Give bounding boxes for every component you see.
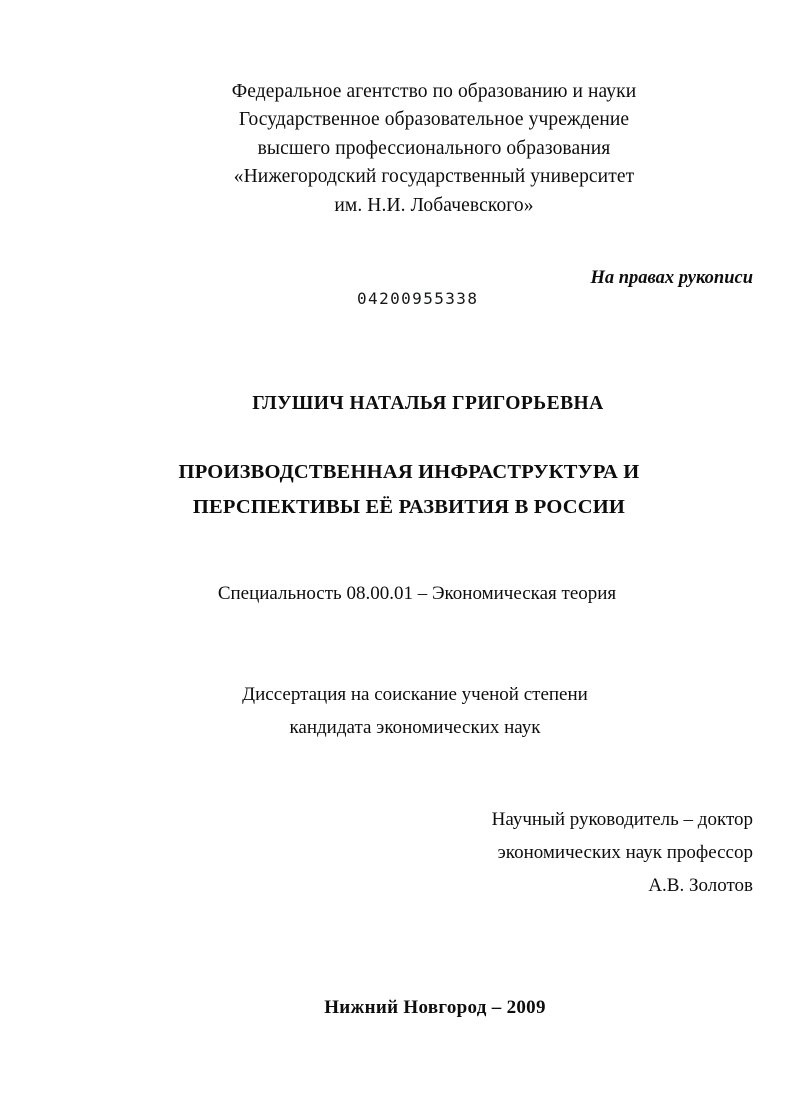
thesis-title-line-2: ПЕРСПЕКТИВЫ ЕЁ РАЗВИТИЯ В РОССИИ xyxy=(192,496,626,518)
degree-statement xyxy=(0,679,798,744)
institution-line-2: Государственное образовательное учреждение xyxy=(238,109,630,131)
thesis-title xyxy=(0,455,798,525)
institution-line-5: им. Н.И. Лобачевского» xyxy=(334,194,534,216)
supervisor-line-2: экономических наук профессор xyxy=(497,842,753,863)
catalogue-stamp-number: 04200955338 xyxy=(357,289,479,308)
degree-line-2: кандидата экономических наук xyxy=(289,716,541,738)
supervisor-name: А.В. Золотов xyxy=(648,875,753,896)
institution-line-1: Федеральное агентство по образованию и науки xyxy=(231,81,637,102)
specialty-line xyxy=(0,583,798,605)
degree-line-1: Диссертация на соискание ученой степени xyxy=(242,684,588,705)
author-name xyxy=(0,393,798,415)
imprint-city-year xyxy=(0,997,798,1019)
supervisor-line-1: Научный руководитель – доктор xyxy=(491,809,753,830)
thesis-title-line-1: ПРОИЗВОДСТВЕННАЯ ИНФРАСТРУКТУРА И xyxy=(178,461,640,483)
institution-line-3: высшего профессионального образования xyxy=(257,137,611,159)
manuscript-rights-note: На правах рукописи xyxy=(590,268,753,288)
institution-line-4: «Нижегородский государственный университет xyxy=(233,166,635,188)
supervisor-block xyxy=(492,803,753,902)
specialty-text: Специальность 08.00.01 – Экономическая теория xyxy=(217,583,617,604)
imprint-text: Нижний Новгород – 2009 xyxy=(324,997,546,1018)
author-name-text: ГЛУШИЧ НАТАЛЬЯ ГРИГОРЬЕВНА xyxy=(252,393,604,414)
institution-header xyxy=(0,78,798,220)
